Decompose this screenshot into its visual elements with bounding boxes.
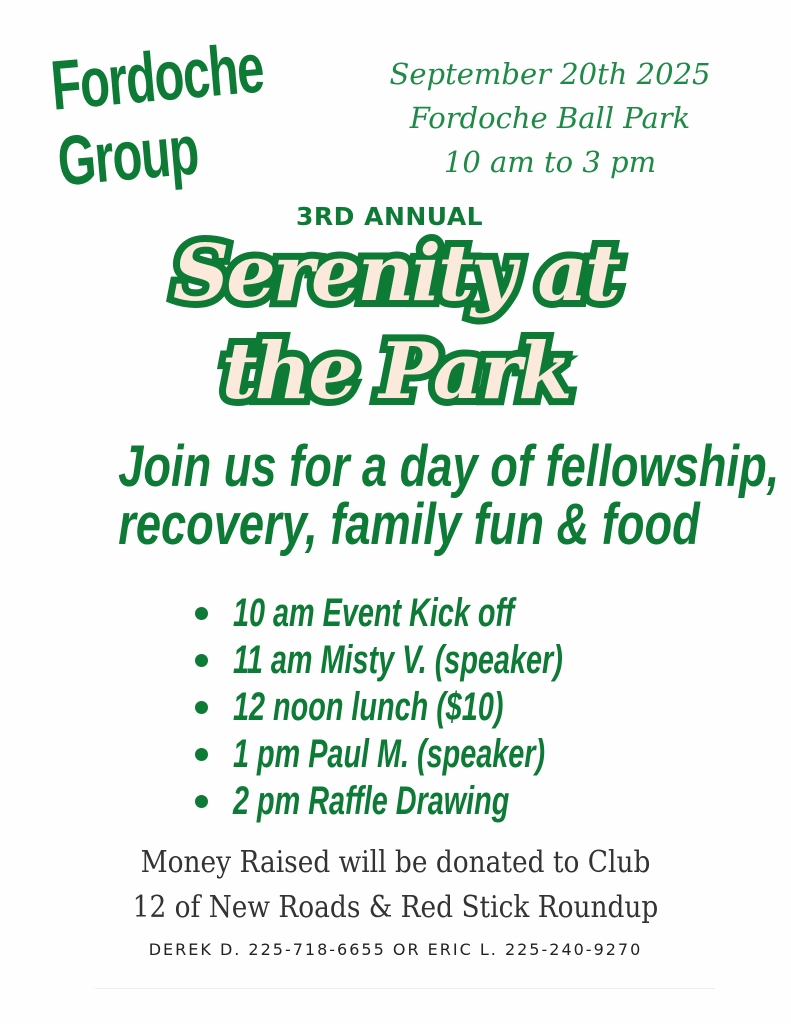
tagline [40, 434, 780, 557]
schedule-item [195, 684, 715, 731]
schedule-list [195, 590, 715, 825]
event-title-line1: Serenity at [172, 228, 619, 319]
schedule-item-text: 1 pm Paul M. (speaker) [233, 732, 546, 776]
tagline-line2: recovery, family fun & food [118, 492, 700, 557]
event-title-line2: the Park [221, 326, 570, 417]
donation-line2: 12 of New Roads & Red Stick Roundup [132, 890, 659, 925]
bullet-icon [195, 654, 208, 667]
schedule-item-text: 2 pm Raffle Drawing [233, 779, 510, 823]
group-name [48, 22, 363, 200]
schedule-item-text: 12 noon lunch ($10) [233, 685, 504, 729]
schedule-item-text: 10 am Event Kick off [233, 591, 515, 635]
event-info [360, 52, 740, 184]
bullet-icon [195, 795, 208, 808]
bullet-icon [195, 701, 208, 714]
event-date: September 20th 2025 [389, 57, 711, 91]
contact-info: DEREK D. 225-718-6655 OR ERIC L. 225-240-9270 [148, 940, 643, 959]
donation-line1: Money Raised will be donated to Club [140, 845, 651, 880]
schedule-item [195, 637, 715, 684]
group-name-line2: Group [54, 110, 201, 201]
bullet-icon [195, 748, 208, 761]
annual-label: 3RD ANNUAL [296, 202, 484, 231]
schedule-item [195, 778, 715, 825]
tagline-line1: Join us for a day of fellowship, [118, 434, 780, 499]
event-time: 10 am to 3 pm [443, 145, 657, 179]
bottom-divider [95, 988, 715, 989]
bullet-icon [195, 607, 208, 620]
group-name-line1: Fordoche [47, 28, 266, 125]
schedule-item [195, 590, 715, 637]
schedule-item [195, 731, 715, 778]
event-venue: Fordoche Ball Park [409, 101, 691, 135]
event-title [40, 225, 751, 421]
donation-note [60, 840, 731, 930]
schedule-item-text: 11 am Misty V. (speaker) [233, 638, 563, 682]
